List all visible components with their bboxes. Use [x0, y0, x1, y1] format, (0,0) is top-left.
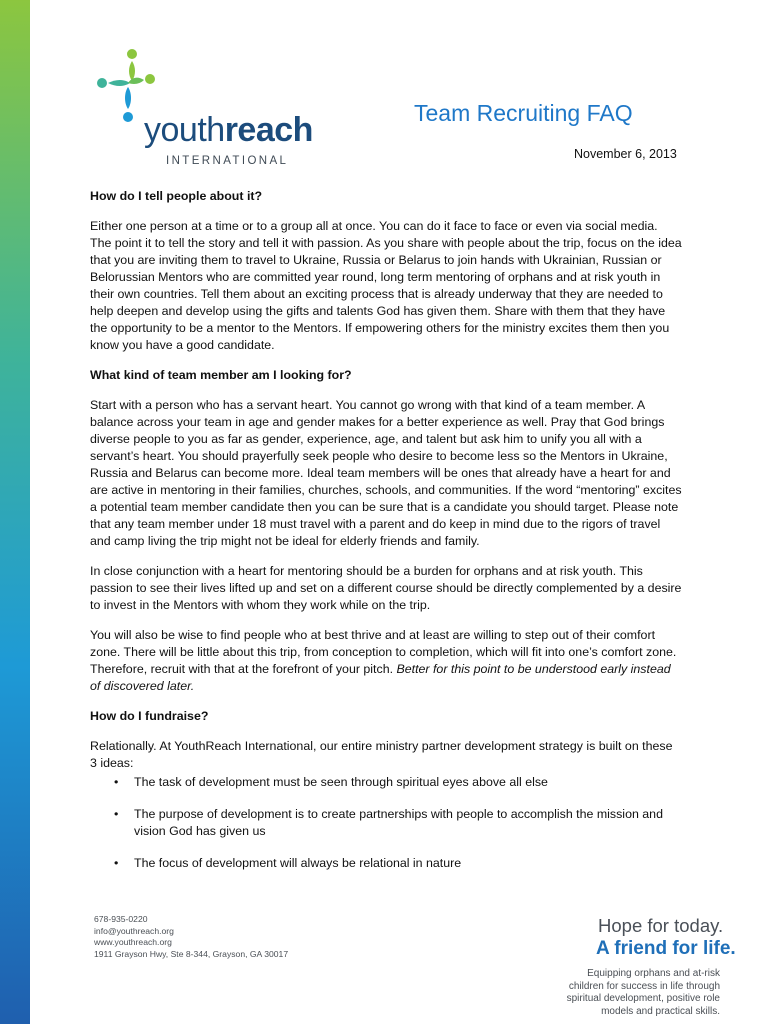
question-heading: What kind of team member am I looking for?	[90, 368, 352, 382]
gradient-side-bar	[0, 0, 30, 1024]
footer-phone: 678-935-0220	[94, 914, 148, 924]
answer-paragraph: In close conjunction with a heart for mentoring should be a burden for orphans and at risk youth. This passion to see their lives lifted up and set on a different course should be directly complemented by a desire to invest in the Mentors with whom they work while on the trip.	[90, 564, 682, 612]
logo-wordmark	[144, 113, 313, 147]
answer-paragraph: Relationally. At YouthReach International, our entire ministry partner development strategy is built on these 3 ideas:	[90, 739, 673, 770]
document-title: Team Recruiting FAQ	[414, 100, 633, 126]
bullet-item: • The task of development must be seen through spiritual eyes above all else	[90, 774, 682, 791]
answer-paragraph: Either one person at a time or to a group all at once. You can do it face to face or even via social media. The point it to tell the story and tell it with passion. As you share with people about the trip, focus on the idea that you are inviting them to travel to Ukraine, Russia or Belarus to join hands with Ukrainian, Russian or Belorussian Mentors who are committed year round, long term mentoring of orphans and at risk youth in their own countries. Tell them about an exciting process that is already underway that they are needed to help deepen and develop using the gifts and talents God has given them. Share with them that they have the opportunity to be a mentor to the Mentors. If empowering others for the ministry excites them then you know you have a good candidate.	[90, 219, 682, 352]
document-body	[90, 188, 682, 887]
answer-italic-note: Better for this point to be understood early instead of discovered later.	[90, 662, 671, 693]
logo-word-light: youth	[144, 111, 225, 149]
mission-statement	[540, 968, 720, 1018]
logo-subtitle: INTERNATIONAL	[166, 155, 289, 167]
footer-contact	[94, 914, 288, 960]
footer-email: info@youthreach.org	[94, 925, 174, 936]
mission-line: spiritual development, positive role	[566, 993, 720, 1004]
footer-website: www.youthreach.org	[94, 937, 172, 947]
tagline-hope: Hope for today.	[598, 915, 724, 936]
answer-text: You will also be wise to find people who at best thrive and at least are willing to step out of their comfort zone. There will be little about this trip, from conception to completion, which will fit into one’s comfort zone. Therefore, recruit with that at the forefront of your pitch.	[90, 628, 677, 676]
bullet-list	[90, 774, 682, 872]
bullet-item: • The focus of development will always be relational in nature	[90, 855, 682, 872]
question-heading: How do I fundraise?	[90, 709, 209, 723]
bullet-item: • The purpose of development is to create partnerships with people to accomplish the mission and vision God has given us	[90, 806, 682, 840]
question-heading: How do I tell people about it?	[90, 189, 263, 203]
mission-line: Equipping orphans and at-risk	[587, 968, 720, 979]
mission-line: children for success in life through	[568, 980, 720, 992]
youthreach-logo	[92, 45, 352, 175]
logo-word-bold: reach	[224, 111, 313, 149]
document-date: November 6, 2013	[574, 147, 677, 161]
answer-paragraph	[90, 627, 682, 695]
tagline-friend: A friend for life.	[596, 938, 736, 959]
answer-paragraph: Start with a person who has a servant heart. You cannot go wrong with that kind of a team member. A balance across your team in age and gender makes for a better experience as well. Pray that God brings diverse people to you as far as gender, experience, age, and talent but ask him to unify you all with a servant’s heart. You should prayerfully seek people who desire to become less so the Mentors in Ukraine, Russia and Belarus can become more. Ideal team members will be ones that already have a heart for and are active in mentoring in their families, churches, schools, and communities. If the word “mentoring” excites a potential team member candidate then you can be sure that is a candidate you should target. Please note that any team member under 18 must travel with a parent and do keep in mind due to the rigors of travel and camp living the trip might not be ideal for elderly friends and family.	[90, 398, 682, 548]
mission-line: models and practical skills.	[601, 1005, 720, 1017]
footer-address: 1911 Grayson Hwy, Ste 8-344, Grayson, GA 30017	[94, 948, 289, 959]
